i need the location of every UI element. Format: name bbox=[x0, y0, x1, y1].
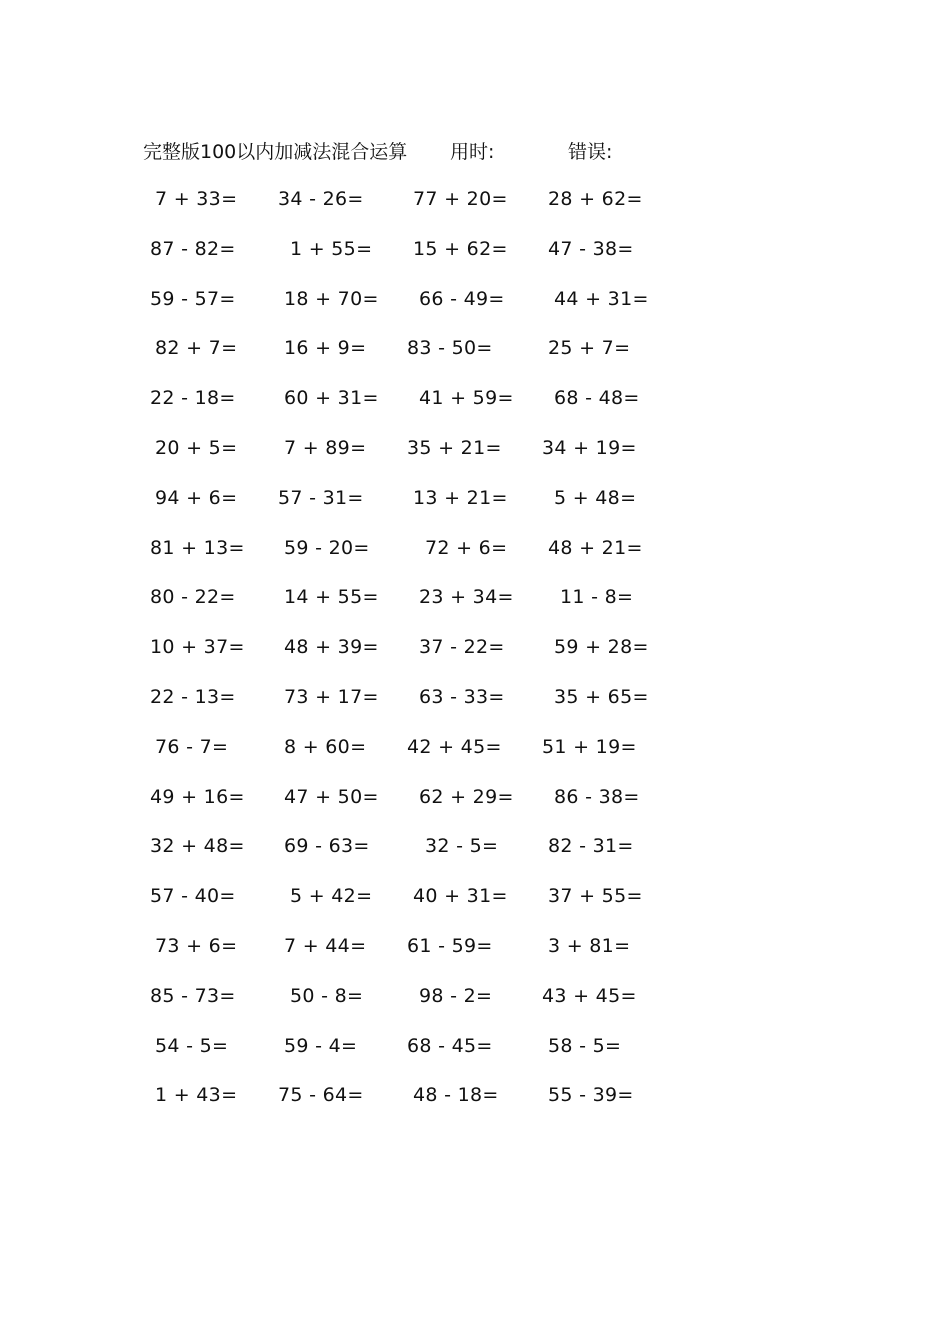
problem-item: 86 - 38= bbox=[554, 785, 640, 808]
problem-item: 77 + 20= bbox=[413, 188, 508, 210]
problem-item: 72 + 6= bbox=[425, 536, 508, 559]
problem-item: 7 + 33= bbox=[155, 188, 238, 210]
problem-item: 57 - 40= bbox=[150, 885, 236, 908]
problem-row bbox=[0, 385, 950, 435]
problem-item: 73 + 6= bbox=[155, 934, 238, 957]
problem-item: 87 - 82= bbox=[150, 237, 236, 260]
problem-item: 59 - 20= bbox=[284, 536, 370, 559]
problem-row bbox=[0, 584, 950, 634]
problem-item: 20 + 5= bbox=[155, 436, 238, 459]
problem-item: 61 - 59= bbox=[407, 934, 493, 957]
problem-row bbox=[0, 485, 950, 535]
problem-item: 22 - 13= bbox=[150, 685, 236, 708]
problem-item: 98 - 2= bbox=[419, 984, 493, 1007]
problem-row bbox=[0, 186, 950, 236]
problem-item: 41 + 59= bbox=[419, 387, 514, 410]
problem-item: 44 + 31= bbox=[554, 287, 649, 310]
problem-row bbox=[0, 535, 950, 585]
problem-item: 83 - 50= bbox=[407, 337, 493, 360]
problem-item: 43 + 45= bbox=[542, 984, 637, 1007]
problem-item: 54 - 5= bbox=[155, 1034, 229, 1057]
problem-item: 34 + 19= bbox=[542, 436, 637, 459]
problem-row bbox=[0, 286, 950, 336]
problem-item: 5 + 48= bbox=[554, 486, 637, 509]
problem-item: 42 + 45= bbox=[407, 735, 502, 758]
problem-item: 66 - 49= bbox=[419, 287, 505, 310]
problem-item: 63 - 33= bbox=[419, 685, 505, 708]
problem-item: 1 + 43= bbox=[155, 1084, 238, 1107]
problem-row bbox=[0, 833, 950, 883]
problem-item: 80 - 22= bbox=[150, 586, 236, 609]
problem-row bbox=[0, 1082, 950, 1132]
problem-row bbox=[0, 983, 950, 1033]
problem-item: 5 + 42= bbox=[290, 885, 373, 908]
problem-item: 37 - 22= bbox=[419, 636, 505, 659]
problem-item: 51 + 19= bbox=[542, 735, 637, 758]
problem-row bbox=[0, 335, 950, 385]
problem-item: 59 + 28= bbox=[554, 636, 649, 659]
problem-item: 18 + 70= bbox=[284, 287, 379, 310]
problem-item: 13 + 21= bbox=[413, 486, 508, 509]
problem-row bbox=[0, 1033, 950, 1083]
problem-item: 48 - 18= bbox=[413, 1084, 499, 1107]
problem-item: 3 + 81= bbox=[548, 934, 631, 957]
problem-item: 94 + 6= bbox=[155, 486, 238, 509]
problem-item: 11 - 8= bbox=[560, 586, 634, 609]
errors-label: 错误: bbox=[568, 141, 613, 163]
problem-item: 32 - 5= bbox=[425, 835, 499, 858]
problem-item: 57 - 31= bbox=[278, 486, 364, 509]
problem-item: 1 + 55= bbox=[290, 237, 373, 260]
problem-item: 50 - 8= bbox=[290, 984, 364, 1007]
problem-item: 32 + 48= bbox=[150, 835, 245, 858]
problem-item: 10 + 37= bbox=[150, 636, 245, 659]
problem-item: 48 + 39= bbox=[284, 636, 379, 659]
problem-item: 35 + 65= bbox=[554, 685, 649, 708]
problem-item: 48 + 21= bbox=[548, 536, 643, 559]
problem-item: 55 - 39= bbox=[548, 1084, 634, 1107]
problem-item: 59 - 57= bbox=[150, 287, 236, 310]
problem-item: 85 - 73= bbox=[150, 984, 236, 1007]
problem-item: 16 + 9= bbox=[284, 337, 367, 360]
problem-item: 14 + 55= bbox=[284, 586, 379, 609]
problem-row bbox=[0, 236, 950, 286]
problem-item: 47 - 38= bbox=[548, 237, 634, 260]
problem-item: 34 - 26= bbox=[278, 188, 364, 210]
problem-item: 35 + 21= bbox=[407, 436, 502, 459]
problem-item: 8 + 60= bbox=[284, 735, 367, 758]
problem-item: 15 + 62= bbox=[413, 237, 508, 260]
problem-item: 69 - 63= bbox=[284, 835, 370, 858]
problem-item: 59 - 4= bbox=[284, 1034, 358, 1057]
problem-item: 28 + 62= bbox=[548, 188, 643, 210]
problem-item: 68 - 48= bbox=[554, 387, 640, 410]
problem-item: 76 - 7= bbox=[155, 735, 229, 758]
problem-row bbox=[0, 634, 950, 684]
page-title: 完整版100以内加减法混合运算 bbox=[143, 141, 408, 163]
problem-item: 7 + 44= bbox=[284, 934, 367, 957]
problem-item: 75 - 64= bbox=[278, 1084, 364, 1107]
problem-item: 23 + 34= bbox=[419, 586, 514, 609]
problem-row bbox=[0, 883, 950, 933]
problem-item: 37 + 55= bbox=[548, 885, 643, 908]
problem-item: 58 - 5= bbox=[548, 1034, 622, 1057]
problem-grid bbox=[0, 186, 950, 1132]
problem-item: 47 + 50= bbox=[284, 785, 379, 808]
problem-row bbox=[0, 684, 950, 734]
problem-item: 62 + 29= bbox=[419, 785, 514, 808]
problem-row bbox=[0, 734, 950, 784]
problem-row bbox=[0, 784, 950, 834]
problem-item: 40 + 31= bbox=[413, 885, 508, 908]
problem-item: 82 + 7= bbox=[155, 337, 238, 360]
time-label: 用时: bbox=[450, 141, 495, 163]
problem-item: 68 - 45= bbox=[407, 1034, 493, 1057]
problem-item: 22 - 18= bbox=[150, 387, 236, 410]
problem-item: 81 + 13= bbox=[150, 536, 245, 559]
problem-item: 82 - 31= bbox=[548, 835, 634, 858]
problem-row bbox=[0, 933, 950, 983]
problem-row bbox=[0, 435, 950, 485]
problem-item: 60 + 31= bbox=[284, 387, 379, 410]
problem-item: 49 + 16= bbox=[150, 785, 245, 808]
problem-item: 25 + 7= bbox=[548, 337, 631, 360]
problem-item: 73 + 17= bbox=[284, 685, 379, 708]
problem-item: 7 + 89= bbox=[284, 436, 367, 459]
